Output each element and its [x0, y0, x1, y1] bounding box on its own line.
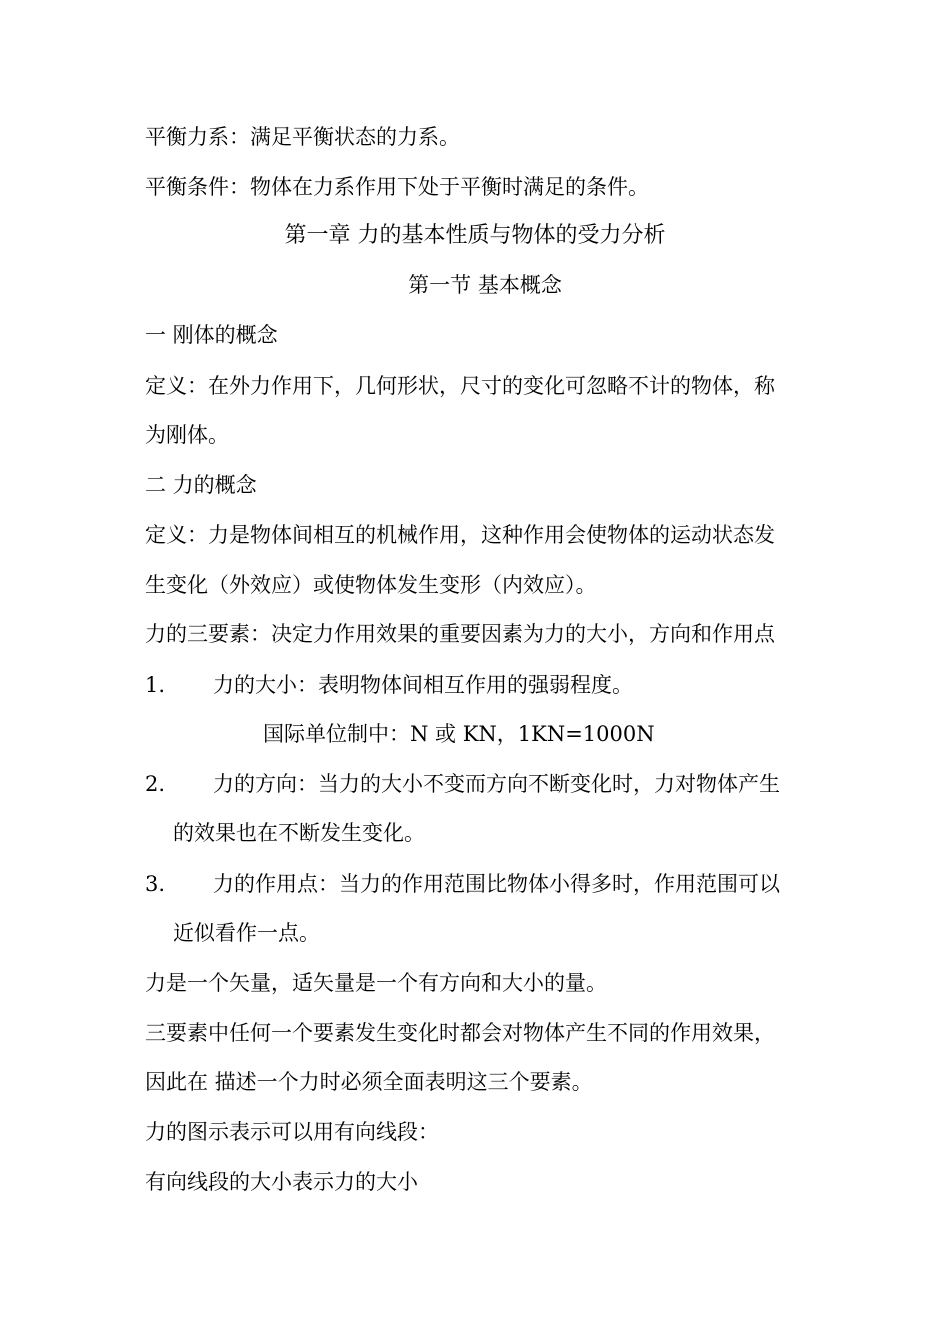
paragraph-any-element: 三要素中任何一个要素发生变化时都会对物体产生不同的作用效果，: [145, 1021, 775, 1045]
list-text-cont: 近似看作一点。: [173, 921, 320, 945]
paragraph-any-element-cont: 因此在 描述一个力时必须全面表明这三个要素。: [145, 1070, 593, 1094]
list-number: 1.: [145, 673, 166, 697]
list-text-cont: 的效果也在不断发生变化。: [173, 821, 425, 845]
paragraph-vector: 力是一个矢量，适矢量是一个有方向和大小的量。: [145, 971, 607, 995]
paragraph-balanced-force-system: 平衡力系：满足平衡状态的力系。: [145, 125, 460, 149]
paragraph-directed-segment: 有向线段的大小表示力的大小: [145, 1170, 418, 1194]
paragraph-force-definition: 定义：力是物体间相互的机械作用，这种作用会使物体的运动状态发: [145, 523, 775, 547]
list-text: 力的作用点：当力的作用范围比物体小得多时，作用范围可以: [213, 872, 780, 896]
paragraph-rigid-body-definition: 定义：在外力作用下，几何形状，尺寸的变化可忽略不计的物体，称: [145, 374, 775, 398]
paragraph-rigid-body-definition-cont: 为刚体。: [145, 423, 229, 447]
chapter-title: 第一章 力的基本性质与物体的受力分析: [284, 223, 666, 248]
paragraph-force-diagram: 力的图示表示可以用有向线段：: [145, 1120, 439, 1144]
heading-force-concept: 二 力的概念: [145, 473, 257, 497]
paragraph-balance-condition: 平衡条件：物体在力系作用下处于平衡时满足的条件。: [145, 175, 649, 199]
list-text: 力的方向：当力的大小不变而方向不断变化时，力对物体产生: [213, 772, 780, 796]
section-title: 第一节 基本概念: [408, 273, 562, 297]
list-number: 2.: [145, 772, 166, 796]
list-text: 力的大小：表明物体间相互作用的强弱程度。: [213, 673, 633, 697]
heading-rigid-body: 一 刚体的概念: [145, 323, 278, 347]
list-number: 3.: [145, 872, 166, 896]
paragraph-si-units: 国际单位制中：N 或 KN，1KN=1000N: [263, 722, 655, 746]
paragraph-three-elements: 力的三要素：决定力作用效果的重要因素为力的大小，方向和作用点: [145, 622, 775, 646]
paragraph-force-definition-cont: 生变化（外效应）或使物体发生变形（内效应）。: [145, 573, 597, 597]
